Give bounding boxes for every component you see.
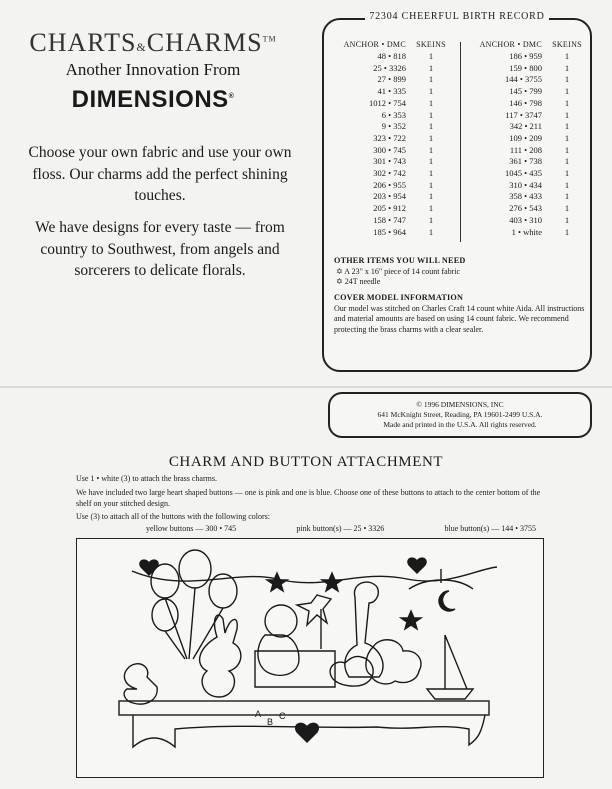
thread-number: 185 • 964 — [373, 226, 406, 237]
skein-count: 1 — [428, 74, 434, 85]
skein-count: 1 — [428, 144, 434, 155]
attachment-instructions — [76, 474, 546, 535]
thread-row — [464, 168, 586, 180]
heart-charm-icon — [408, 558, 426, 573]
intro-text — [18, 142, 302, 292]
cover-model-text: Our model was stitched on Charles Craft 14 count white Aida. All instructions and material amounts are based on using 14 count fabric. We recommend protecting the brass charms with a clear sealer. — [334, 304, 585, 334]
thread-row — [328, 180, 450, 192]
center-heart-button-icon — [296, 723, 319, 742]
skein-count: 1 — [428, 156, 434, 167]
skein-count: 1 — [428, 203, 434, 214]
thread-row — [464, 121, 586, 133]
thread-row — [328, 215, 450, 227]
thread-row — [464, 98, 586, 110]
other-item-needle — [334, 277, 590, 287]
thread-number: 145 • 799 — [509, 86, 542, 97]
brand-header — [18, 28, 288, 114]
copyright-line-3: Made and printed in the U.S.A. All rights reserved. — [383, 420, 537, 430]
thread-number: 203 • 954 — [373, 191, 406, 202]
skein-count: 1 — [564, 179, 570, 190]
thread-number: 111 • 208 — [509, 144, 542, 155]
copyright-line-1: © 1996 DIMENSIONS, INC — [416, 400, 504, 409]
thread-number: 205 • 912 — [373, 203, 406, 214]
attachment-line-2: We have included two large heart shaped buttons — one is pink and one is blue. Choose one of these buttons to attach to the center bottom of the shelf on your stitched design. — [76, 487, 541, 508]
brand-subtitle: Another Innovation From — [65, 60, 241, 79]
thread-number: 48 • 818 — [377, 51, 406, 61]
thread-row — [464, 110, 586, 122]
skein-count: 1 — [564, 51, 570, 61]
skein-count: 1 — [564, 144, 570, 155]
logo-text: DIMENSIONS — [71, 86, 229, 113]
skein-count: 1 — [564, 121, 570, 132]
star-charm-icon — [401, 611, 421, 629]
skein-count: 1 — [428, 86, 434, 97]
thread-row — [464, 63, 586, 75]
thread-row — [328, 121, 450, 133]
teddy-bear-body — [258, 635, 299, 675]
thread-number: 25 • 3326 — [373, 62, 406, 73]
skein-count: 1 — [428, 121, 434, 132]
thread-number: 300 • 745 — [373, 144, 406, 155]
thread-number: 144 • 3755 — [505, 74, 542, 85]
thread-row — [464, 156, 586, 168]
birth-record-box — [322, 11, 592, 372]
abc-blocks: A — [255, 709, 262, 719]
teddy-bear-head — [265, 605, 297, 637]
duck — [124, 664, 157, 704]
bunny — [200, 615, 241, 697]
thread-number: 310 • 434 — [509, 179, 542, 190]
sailboat — [427, 635, 473, 699]
header-skeins: SKEINS — [416, 40, 446, 49]
star-bullet-icon: ✡ — [336, 277, 343, 287]
dinosaur — [345, 582, 383, 677]
thread-row — [464, 133, 586, 145]
cover-model-heading: COVER MODEL INFORMATION — [334, 293, 464, 303]
heart-charm-icon — [140, 560, 158, 575]
balloon — [152, 599, 178, 631]
skein-count: 1 — [428, 168, 434, 179]
skein-count: 1 — [564, 226, 570, 237]
thread-number: 361 • 738 — [509, 156, 542, 167]
attachment-line-1: Use 1 • white (3) to attach the brass charms. — [76, 474, 217, 483]
thread-table-right — [464, 40, 586, 238]
skein-count: 1 — [564, 109, 570, 120]
thread-number: 109 • 209 — [509, 132, 542, 143]
thread-number: 1012 • 754 — [369, 97, 406, 108]
skein-count: 1 — [564, 86, 570, 97]
moon-charm-icon — [439, 591, 455, 611]
skein-count: 1 — [428, 97, 434, 108]
thread-number: 342 • 211 — [509, 121, 542, 132]
thread-row — [328, 191, 450, 203]
skein-count: 1 — [564, 132, 570, 143]
thread-number: 146 • 798 — [509, 97, 542, 108]
skein-count: 1 — [428, 191, 434, 202]
skein-count: 1 — [564, 191, 570, 202]
header-thread: ANCHOR • DMC — [479, 40, 542, 49]
record-title-text: 72304 CHEERFUL BIRTH RECORD — [365, 11, 548, 22]
thread-number: 358 • 433 — [509, 191, 542, 202]
dimensions-logo — [18, 86, 288, 114]
thread-table-left — [328, 40, 450, 238]
fold-line — [0, 386, 612, 388]
skein-count: 1 — [564, 168, 570, 179]
skein-count: 1 — [428, 109, 434, 120]
thread-row — [464, 86, 586, 98]
thread-number: 6 • 353 — [381, 109, 406, 120]
yellow-buttons: yellow buttons — 300 • 745 — [146, 524, 237, 534]
thread-row — [328, 86, 450, 98]
skein-count: 1 — [428, 62, 434, 73]
blue-buttons: blue button(s) — 144 • 3755 — [444, 524, 536, 534]
thread-row — [328, 74, 450, 86]
skein-count: 1 — [564, 203, 570, 214]
intro-paragraph-2: We have designs for every taste — from country to Southwest, from angels and sorcerers to delicate florals. — [35, 219, 285, 280]
abc-blocks: B — [267, 717, 274, 727]
thread-row — [328, 98, 450, 110]
brand-title-left: CHARTS — [29, 28, 137, 57]
skein-count: 1 — [564, 214, 570, 225]
other-items-section — [334, 256, 590, 335]
thread-number: 323 • 722 — [373, 132, 406, 143]
thread-row — [328, 51, 450, 63]
thread-number: 403 • 310 — [509, 214, 542, 225]
attachment-line-3: Use (3) to attach all of the buttons with the following colors: — [76, 512, 270, 522]
thread-row — [328, 145, 450, 157]
thread-number: 206 • 955 — [373, 179, 406, 190]
abc-blocks: C — [279, 711, 286, 721]
intro-paragraph-1: Choose your own fabric and use your own floss. Our charms add the perfect shining touches. — [28, 144, 292, 205]
thread-row — [328, 227, 450, 239]
thread-number: 9 • 352 — [381, 121, 406, 132]
star-charm-icon — [322, 573, 342, 591]
skein-count: 1 — [564, 62, 570, 73]
other-items-heading: OTHER ITEMS YOU WILL NEED — [334, 256, 466, 265]
header-thread: ANCHOR • DMC — [343, 40, 406, 49]
thread-row — [328, 156, 450, 168]
thread-row — [464, 227, 586, 239]
star-bullet-icon: ✡ — [336, 266, 343, 276]
thread-number: 1045 • 435 — [505, 168, 542, 179]
copyright-box — [328, 392, 592, 438]
column-divider — [460, 42, 461, 242]
skein-count: 1 — [564, 74, 570, 85]
thread-number: 186 • 959 — [509, 51, 542, 61]
skein-count: 1 — [564, 156, 570, 167]
thread-number: 41 • 335 — [377, 86, 406, 97]
thread-row — [464, 180, 586, 192]
pink-buttons: pink button(s) — 25 • 3326 — [296, 524, 385, 534]
thread-row — [464, 74, 586, 86]
thread-number: 1 • white — [511, 226, 542, 237]
button-colors — [76, 524, 546, 535]
thread-row — [464, 51, 586, 63]
thread-number: 301 • 743 — [373, 156, 406, 167]
shelf-top — [119, 701, 489, 715]
other-item-text: A 23" x 16" piece of 14 count fabric — [344, 266, 461, 276]
attachment-title: CHARM AND BUTTON ATTACHMENT — [168, 454, 444, 470]
record-title — [324, 11, 590, 22]
thread-rows-right — [464, 51, 586, 238]
thread-row — [328, 110, 450, 122]
thread-number: 159 • 800 — [509, 62, 542, 73]
thread-row — [328, 63, 450, 75]
brand-title — [18, 28, 288, 58]
skein-count: 1 — [428, 179, 434, 190]
thread-row — [328, 203, 450, 215]
brand-amp: & — [136, 40, 147, 54]
thread-rows-left — [328, 51, 450, 238]
skein-count: 1 — [428, 51, 434, 61]
header-skeins: SKEINS — [552, 40, 582, 49]
charm-placement-diagram — [76, 538, 544, 778]
thread-number: 27 • 899 — [377, 74, 406, 85]
thread-row — [328, 133, 450, 145]
skein-count: 1 — [564, 97, 570, 108]
thread-row — [464, 145, 586, 157]
thread-number: 158 • 747 — [373, 214, 406, 225]
skein-count: 1 — [428, 132, 434, 143]
balloon — [179, 550, 211, 588]
brand-title-right: CHARMS — [146, 28, 263, 57]
skein-count: 1 — [428, 214, 434, 225]
thread-row — [464, 191, 586, 203]
thread-row — [464, 215, 586, 227]
thread-row — [328, 168, 450, 180]
thread-number: 117 • 3747 — [505, 109, 542, 120]
other-item-fabric — [334, 267, 590, 277]
other-item-text: 24T needle — [344, 277, 381, 287]
thread-header — [328, 40, 450, 49]
thread-number: 276 • 543 — [509, 203, 542, 214]
trademark: TM — [262, 34, 277, 44]
skein-count: 1 — [428, 226, 434, 237]
registered-mark: ® — [228, 93, 235, 100]
star-charm-icon — [267, 573, 287, 591]
thread-header — [464, 40, 586, 49]
shelf-illustration — [77, 539, 542, 776]
pinwheel — [297, 595, 331, 649]
copyright-line-2: 641 McKnight Street, Reading, PA 19601-2499 U.S.A. — [377, 410, 543, 420]
thread-row — [464, 203, 586, 215]
thread-number: 302 • 742 — [373, 168, 406, 179]
